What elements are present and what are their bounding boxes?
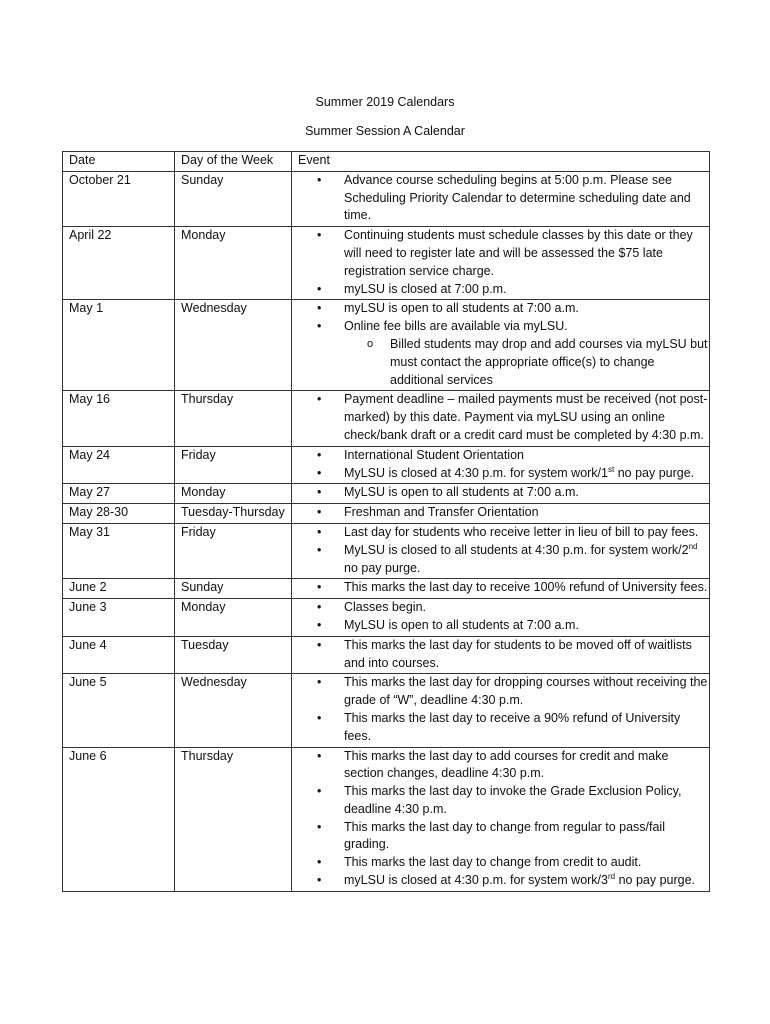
event-item [298, 783, 709, 819]
date-cell: May 31 [63, 523, 175, 578]
event-text: This marks the last day to receive a 90% refund of University fees. [344, 710, 681, 743]
event-item [298, 710, 709, 746]
event-text: myLSU is open to all students at 7:00 a.m. [344, 301, 579, 316]
event-text: MyLSU is closed at 4:30 p.m. for system work/1 [344, 465, 608, 480]
column-header-event: Event [292, 152, 710, 172]
event-cell [292, 674, 710, 747]
day-cell: Monday [175, 484, 292, 504]
date-cell: June 6 [63, 747, 175, 891]
day-cell: Thursday [175, 391, 292, 446]
date-cell: May 28-30 [63, 504, 175, 524]
table-row [63, 171, 710, 226]
event-text: Advance course scheduling begins at 5:00 p.m. Please see Scheduling Priority Calendar to determine scheduling date and time. [344, 172, 691, 223]
date-cell: May 27 [63, 484, 175, 504]
table-row [63, 523, 710, 578]
day-cell: Tuesday [175, 636, 292, 674]
column-header-day: Day of the Week [175, 152, 292, 172]
event-cell [292, 446, 710, 484]
event-text: myLSU is closed at 4:30 p.m. for system work/3 [344, 873, 608, 888]
section-title: Summer Session A Calendar [305, 124, 465, 138]
event-list [298, 637, 709, 673]
table-row [63, 446, 710, 484]
event-list [298, 674, 709, 745]
ordinal-suffix: nd [688, 541, 698, 551]
event-list [298, 599, 709, 635]
event-cell [292, 579, 710, 599]
event-text: This marks the last day to add courses for credit and make section changes, deadline 4:30 p.m. [344, 748, 669, 781]
event-cell [292, 227, 710, 300]
event-item [298, 542, 709, 578]
column-header-date: Date [63, 152, 175, 172]
date-cell: June 5 [63, 674, 175, 747]
event-text: Freshman and Transfer Orientation [344, 505, 539, 520]
table-row [63, 636, 710, 674]
event-list [298, 579, 709, 597]
event-cell [292, 484, 710, 504]
event-text: Last day for students who receive letter in lieu of bill to pay fees. [344, 524, 699, 539]
event-item [298, 748, 709, 784]
event-text: Classes begin. [344, 600, 426, 615]
date-cell: June 3 [63, 599, 175, 637]
event-list [298, 172, 709, 225]
event-item [298, 819, 709, 855]
event-text-continued: no pay purge. [615, 873, 696, 888]
table-row [63, 300, 710, 391]
event-item [298, 281, 709, 299]
event-text: myLSU is closed at 7:00 p.m. [344, 281, 507, 296]
event-cell [292, 300, 710, 391]
event-item [298, 465, 709, 483]
event-item [298, 300, 709, 318]
event-text-continued: no pay purge. [614, 465, 695, 480]
table-row [63, 504, 710, 524]
table-header-row [63, 152, 710, 172]
event-list [298, 524, 709, 577]
event-list [298, 748, 709, 890]
event-item [298, 318, 709, 336]
day-cell: Thursday [175, 747, 292, 891]
event-text: This marks the last day to change from credit to audit. [344, 855, 642, 870]
event-cell [292, 523, 710, 578]
table-row [63, 391, 710, 446]
day-cell: Sunday [175, 171, 292, 226]
event-item [298, 172, 709, 225]
date-cell: June 4 [63, 636, 175, 674]
event-text: This marks the last day to receive 100% refund of University fees. [344, 580, 708, 595]
event-cell [292, 747, 710, 891]
table-row [63, 747, 710, 891]
event-item [298, 484, 709, 502]
day-cell: Wednesday [175, 300, 292, 391]
event-text: This marks the last day for students to be moved off of waitlists and into courses. [344, 637, 692, 670]
event-list [298, 391, 709, 444]
date-cell: May 24 [63, 446, 175, 484]
table-row [63, 484, 710, 504]
event-item [298, 637, 709, 673]
table-row [63, 674, 710, 747]
event-text-continued: no pay purge. [344, 560, 421, 575]
event-text: MyLSU is closed to all students at 4:30 p.m. for system work/2 [344, 542, 689, 557]
event-text: International Student Orientation [344, 447, 524, 462]
day-cell: Tuesday-Thursday [175, 504, 292, 524]
event-item [298, 872, 709, 890]
date-cell: May 16 [63, 391, 175, 446]
day-cell: Monday [175, 599, 292, 637]
event-text: MyLSU is open to all students at 7:00 a.m. [344, 485, 579, 500]
event-item [298, 391, 709, 444]
day-cell: Friday [175, 446, 292, 484]
event-list [298, 227, 709, 298]
table-row [63, 579, 710, 599]
event-list [298, 504, 709, 522]
event-list [298, 300, 709, 389]
ordinal-suffix: st [607, 464, 615, 474]
date-cell: May 1 [63, 300, 175, 391]
ordinal-suffix: rd [607, 871, 616, 881]
event-item [298, 617, 709, 635]
event-text: Online fee bills are available via myLSU. [344, 319, 568, 334]
table-row [63, 227, 710, 300]
date-cell: October 21 [63, 171, 175, 226]
date-cell: June 2 [63, 579, 175, 599]
event-text: Billed students may drop and add courses via myLSU but must contact the appropriate office(s) to change additional services [390, 336, 708, 387]
event-sub-item [298, 336, 709, 389]
day-cell: Monday [175, 227, 292, 300]
table-row [63, 599, 710, 637]
event-item [298, 504, 709, 522]
event-item [298, 579, 709, 597]
event-item [298, 227, 709, 280]
event-item [298, 524, 709, 542]
event-cell [292, 599, 710, 637]
event-cell [292, 171, 710, 226]
day-cell: Friday [175, 523, 292, 578]
event-item [298, 674, 709, 710]
event-text: Continuing students must schedule classes by this date or they will need to register late and will be assessed the $75 late registration service charge. [344, 228, 693, 278]
event-text: This marks the last day to invoke the Grade Exclusion Policy, deadline 4:30 p.m. [344, 784, 682, 816]
event-item [298, 599, 709, 617]
event-item [298, 447, 709, 465]
calendar-table [62, 151, 710, 892]
event-item [298, 854, 709, 872]
event-text: MyLSU is open to all students at 7:00 a.m. [344, 617, 579, 632]
event-list [298, 484, 709, 502]
date-cell: April 22 [63, 227, 175, 300]
event-list [298, 447, 709, 483]
day-cell: Wednesday [175, 674, 292, 747]
event-cell [292, 504, 710, 524]
event-cell [292, 636, 710, 674]
day-cell: Sunday [175, 579, 292, 599]
page-title: Summer 2019 Calendars [315, 95, 455, 109]
event-text: This marks the last day for dropping courses without receiving the grade of “W”, deadline 4:30 p.m. [344, 675, 708, 708]
event-text: This marks the last day to change from regular to pass/fail grading. [344, 819, 665, 852]
event-text: Payment deadline – mailed payments must be received (not post-marked) by this date. Payment via myLSU using an online check/bank draft or a credit card must be completed by 4:30 p.m. [344, 392, 708, 442]
event-cell [292, 391, 710, 446]
